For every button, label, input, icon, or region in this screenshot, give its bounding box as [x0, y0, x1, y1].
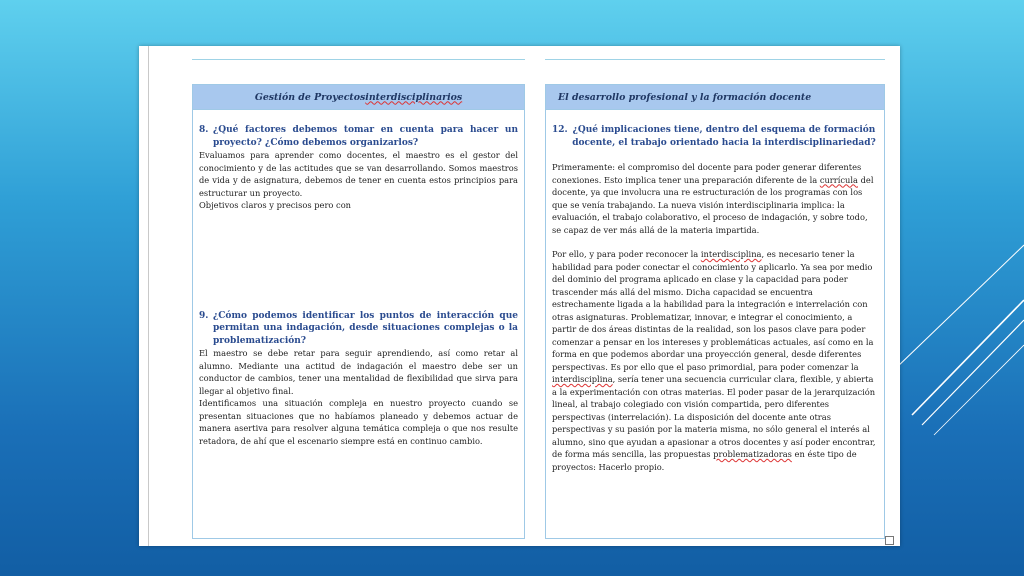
answer-8-paragraph-2: Objetivos claros y precisos pero con [199, 200, 352, 210]
question-9 [199, 310, 518, 348]
answer-8-paragraph: Evaluamos para aprender como docentes, el maestro es el gestor del conocimiento y de las actitudes que se van desarrollando. Somos maestros de vida y de asignatura, debemos de tener en cuenta estos principios para estructurar un proyecto. [199, 150, 518, 198]
left-header-text: Gestión de Proyectos [254, 91, 366, 103]
question-8-number: 8. [199, 125, 209, 135]
text-run: en éste tipo de proyectos: Hacerlo propio. [552, 449, 857, 472]
page-margin-line [148, 46, 149, 546]
answer-9-paragraph-2: Identificamos una situación compleja en nuestro proyecto cuando se presentan situaciones que no habíamos planeado y debemos actuar de manera asertiva para resolver alguna temática compleja o que nos resulte retadora, de ahí que el escenario siempre está en continuo cambio. [199, 398, 518, 446]
text-run: , es necesario tener la habilidad para poder conectar el conocimiento y aplicarlo. Ya sea por medio del dominio del programa aplicado en clase y la capacidad para poder trascender más allá del mismo. Dicha capacidad se encuentra estrechamente ligada a la habilidad para la integración e interrelación con otras asignaturas. Problematizar, innovar, e integrar el conocimiento, a partir de dos áreas distintas de la realidad, son los pasos clave para poder comenzar a pensar en los intereses y problemáticas actuales, así como en la forma en que podemos abordar una proyección general, desde diferentes perspectivas. Es por ello que el paso primordial, para poder comenzar la [552, 249, 874, 372]
text-run: del docente, ya que involucra una re estructuración de los programas con los que se venía trabajando. La nueva visión interdisciplinaria implica: la evaluación, el trabajo colaborativo, el proceso de indagación, y sobre todo, se capaz de ver más allá de la materia impartida. [552, 174, 874, 235]
answer-12-paragraph-1 [552, 161, 878, 236]
misspelled-word: interdisciplina [552, 374, 613, 384]
answer-12-paragraph-2 [552, 248, 878, 473]
text-run: , sería tener una secuencia curricular clara, flexible, y abierta a la experimentación con otras materias. El poder pasar de la jerarquización lineal, al trabajo colegiado con visión compartida, pero diferentes perspectivas (interrelación). La disposición del docente ante otras perspectivas y su pasión por la materia misma, no sólo general el interés al alumno, sino que ayudan a apasionar a otros docentes y así poder encontrar, de forma más sencilla, las propuestas [552, 374, 876, 459]
resize-handle[interactable] [885, 536, 894, 545]
question-8-text: ¿Qué factores debemos tomar en cuenta para hacer un proyecto? ¿Cómo debemos organizarlos? [213, 125, 518, 148]
question-12-number: 12. [552, 125, 568, 135]
text-run: Primeramente: el compromiso del docente para poder generar diferentes conexiones. Esto implica tener una preparación diferente de la [552, 162, 862, 185]
left-column-box [192, 84, 525, 539]
misspelled-word: problematizadoras [713, 449, 792, 459]
misspelled-word: currícula [819, 174, 858, 185]
header-rule-right [545, 59, 885, 60]
document-page [139, 46, 900, 546]
question-8 [199, 124, 518, 149]
right-header: El desarrollo profesional y la formación docente [546, 85, 884, 110]
question-9-text: ¿Cómo podemos identificar los puntos de interacción que permitan una indagación, desde situaciones complejas o la problematización? [213, 310, 518, 346]
answer-9-paragraph: El maestro se debe retar para seguir aprendiendo, así como retar al alumno. Mediante una actitud de indagación el maestro debe ser un conductor de cambios, tener una mentalidad de flexibilidad que sirva para llegar al objetivo final. [199, 348, 518, 396]
right-column-box [545, 84, 885, 539]
misspelled-word: interdisciplina [700, 249, 762, 259]
question-12-text: ¿Qué implicaciones tiene, dentro del esquema de formación docente, el trabajo orientado hacia la interdisciplinariedad? [572, 125, 876, 148]
header-rule-left [192, 59, 525, 60]
decorative-lines [894, 240, 1024, 440]
text-run: Por ello, y para poder reconocer la [552, 249, 701, 259]
question-12 [552, 124, 878, 149]
left-header [193, 85, 524, 110]
left-header-underlined: interdisciplinarios [365, 91, 463, 103]
question-9-number: 9. [199, 310, 209, 321]
